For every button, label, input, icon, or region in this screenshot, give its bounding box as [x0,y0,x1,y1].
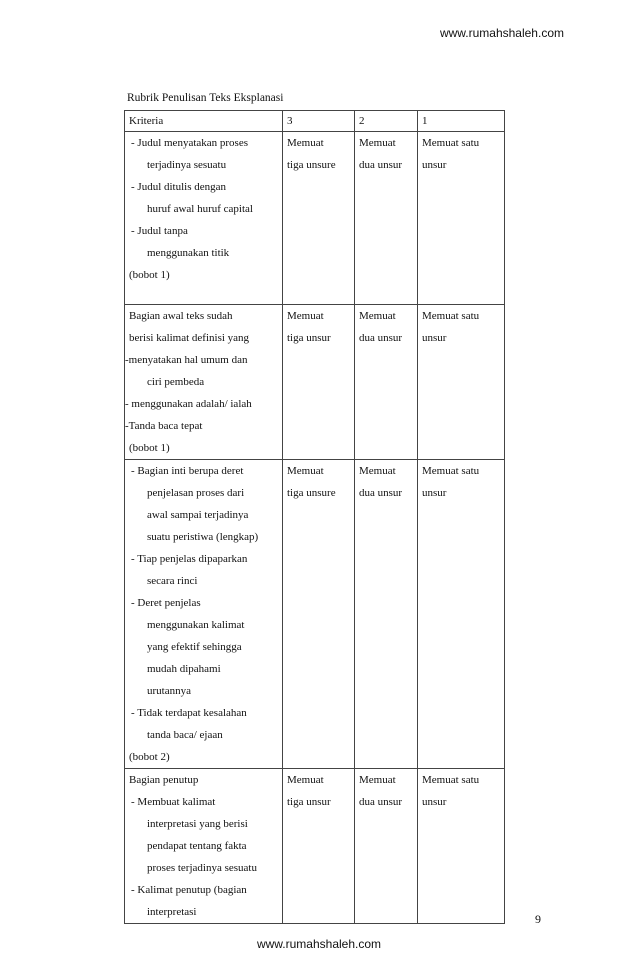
score-2-cell [355,769,418,924]
score-text: tiga unsur [287,332,331,344]
score-1-cell [418,132,505,305]
criteria-line: suatu peristiwa (lengkap) [147,531,259,543]
criteria-weight: (bobot 1) [129,442,170,454]
header-site-url: www.rumahshaleh.com [439,26,564,40]
criteria-line: Bagian awal teks sudah [129,310,233,322]
score-text: Memuat satu [422,137,480,149]
criteria-line: menggunakan titik [147,247,230,259]
score-text: dua unsur [359,796,403,808]
score-text: dua unsur [359,332,403,344]
criteria-line: terjadinya sesuatu [147,159,227,171]
score-1-cell [418,305,505,460]
criteria-line: pendapat tentang fakta [147,840,247,852]
score-text: tiga unsure [287,487,336,499]
page-number: 9 [535,912,541,926]
score-text: unsur [422,332,447,344]
criteria-line: urutannya [147,685,191,697]
score-2-cell [355,305,418,460]
score-text: dua unsur [359,159,403,171]
score-text: tiga unsur [287,796,331,808]
criteria-line: penjelasan proses dari [147,487,245,499]
score-3-cell [283,460,355,769]
score-text: Memuat [359,310,396,322]
criteria-line: menggunakan kalimat [147,619,245,631]
criteria-weight: (bobot 2) [129,751,170,763]
criteria-line: - Kalimat penutup (bagian [131,884,247,896]
criteria-line: interpretasi [147,906,197,918]
criteria-cell [125,769,283,924]
criteria-cell [125,460,283,769]
score-text: unsur [422,796,447,808]
score-3-cell [283,132,355,305]
criteria-line: - menggunakan adalah/ ialah [125,398,252,410]
criteria-line: yang efektif sehingga [147,641,242,653]
score-text: Memuat satu [422,465,480,477]
column-header-score-1: 1 [418,111,505,132]
score-3-cell [283,305,355,460]
column-header-score-3: 3 [283,111,355,132]
score-text: Memuat satu [422,774,480,786]
score-text: Memuat [359,137,396,149]
table-row [125,132,505,305]
criteria-line: - Tiap penjelas dipaparkan [131,553,248,565]
criteria-line: mudah dipahami [147,663,221,675]
table-row [125,769,505,924]
criteria-line: -Tanda baca tepat [125,420,203,432]
score-text: Memuat satu [422,310,480,322]
footer-site-url: www.rumahshaleh.com [256,937,382,951]
criteria-line: Bagian penutup [129,774,199,786]
criteria-line: interpretasi yang berisi [147,818,248,830]
criteria-line: - Bagian inti berupa deret [131,465,244,477]
score-text: Memuat [287,310,324,322]
criteria-line: tanda baca/ ejaan [147,729,223,741]
rubric-title: Rubrik Penulisan Teks Eksplanasi [127,92,284,104]
score-1-cell [418,769,505,924]
criteria-weight: (bobot 1) [129,269,170,281]
criteria-cell [125,132,283,305]
criteria-line: awal sampai terjadinya [147,509,249,521]
criteria-cell [125,305,283,460]
criteria-line: secara rinci [147,575,198,587]
column-header-kriteria: Kriteria [125,111,283,132]
criteria-line: proses terjadinya sesuatu [147,862,257,874]
criteria-line: - Judul tanpa [131,225,188,237]
criteria-line: -menyatakan hal umum dan [125,354,248,366]
criteria-line: - Judul ditulis dengan [131,181,227,193]
score-text: unsur [422,159,447,171]
criteria-line: - Tidak terdapat kesalahan [131,707,247,719]
table-row [125,305,505,460]
criteria-line: huruf awal huruf capital [147,203,253,215]
score-text: dua unsur [359,487,403,499]
score-2-cell [355,460,418,769]
score-text: Memuat [359,465,396,477]
column-header-score-2: 2 [355,111,418,132]
score-2-cell [355,132,418,305]
score-text: Memuat [359,774,396,786]
criteria-line: ciri pembeda [147,376,205,388]
criteria-line: berisi kalimat definisi yang [129,332,250,344]
criteria-line: - Membuat kalimat [131,796,216,808]
score-text: Memuat [287,774,324,786]
criteria-line: - Judul menyatakan proses [131,137,248,149]
criteria-line: - Deret penjelas [131,597,201,609]
score-text: unsur [422,487,447,499]
table-header-row [125,111,505,132]
score-text: tiga unsure [287,159,336,171]
score-text: Memuat [287,137,324,149]
score-1-cell [418,460,505,769]
score-text: Memuat [287,465,324,477]
rubric-table [124,110,505,924]
score-3-cell [283,769,355,924]
table-row [125,460,505,769]
